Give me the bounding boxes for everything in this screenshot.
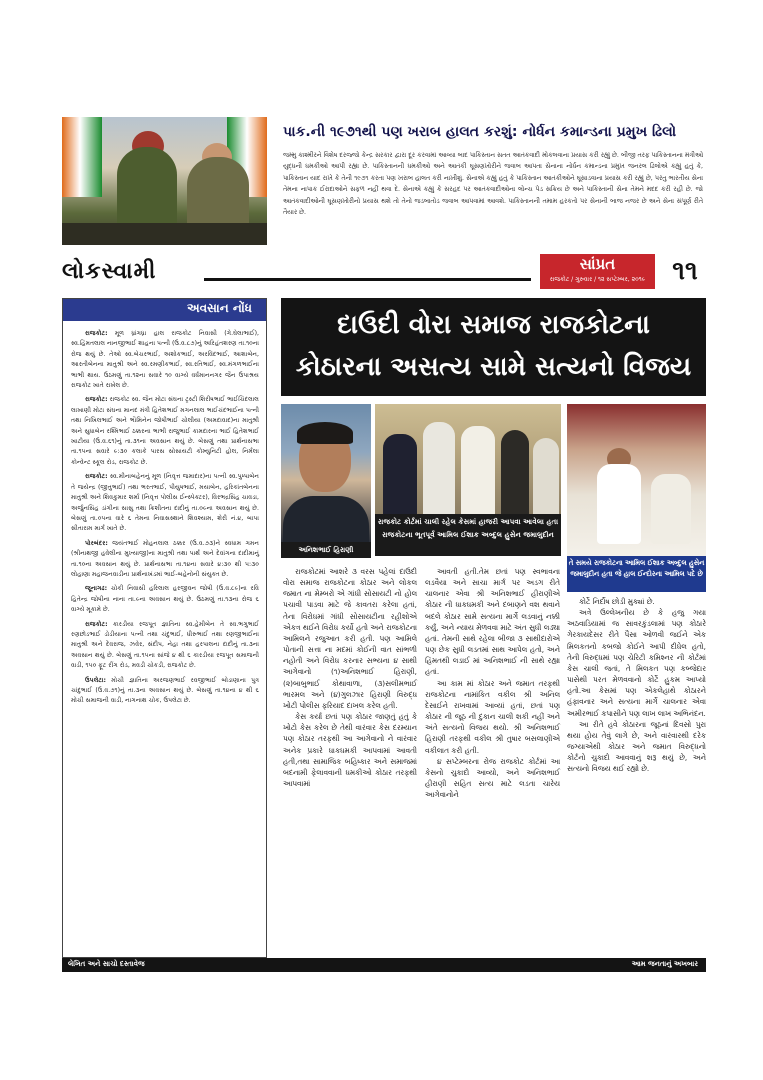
obituary-entries [71,329,259,711]
main-headline-line-1: દાઉદી વોરા સમાજ રાજકોટના [337,310,650,340]
obituary-entry: પોરબંદર: જયંતભાઈ મોહનલાલ ઠક્કર (ઉ.વ.૭૩)ને સ્વધામ ગમન (શ્રીનાથજી હવેલીના મુખ્યાજી)ના માતુશ્રી તથા પાર્થ અને દેવાંગના દાદીમાનું તા.૧૦ના અવસાન થયું છે. પ્રાર્થનાસભા તા.૧૪ના સવારે ૪:૩૦ થી ૫:૩૦ લોહાણા મહાજનવાડીના પ્રાર્થનાખંડમાં ભાઈ-બહેનોની સંયુક્ત છે. [71,539,260,578]
flag-left [62,117,102,197]
obituary-header [63,299,266,321]
gathering-photo-caption: તે સમયે રાજકોટના આમિલ ઈશાક અબ્દુલ હુસેન જમાલુદીન હતા જે હાલ ઈન્દોરના આમિલ પદે છે [567,556,706,592]
obituary-entry: રાજકોટ: રાજકોટ સ્વ. જૈન મોટા સંઘના ટ્રસ્ટી શિરીષભાઈ ભાઈચિંદલાલ લાખાણી મોટા સંઘના માનદ મંત્રી હિતેશભાઈ મગનલાલ ભાઈચંદભાઈના પત્ની તથા નિખિલભાઈ અને ભૌમિનેન જોષીભાઈ ચોલીયા (અમદાવાદ)ના માતુશ્રી અને સુધાબેન રશ્મિભાઈ ઠક્કરના ભાભી રાજુભાઈ કામદારના ભાઈ હિતેશભાઈ ખાટીયા (ઉ.વ.૬૧)નું તા.૩૧ના અવસાન થયું છે. બેસણું તથા પ્રાર્થનાસભા તા.૧૫ના સવારે ૯:૩૦ કલાકે પારસ સોસાયટી કોમ્યુનિટી હોલ, નિર્મલા કોન્વેન્ટ સ્કૂલ રોડ, રાજકોટ છે. [71,396,259,466]
press-table [62,223,267,245]
section-title: સાંપ્રત [579,255,616,273]
obituary-column [62,298,267,958]
masthead [62,254,706,288]
obituary-entry: રાજકોટ: કારડીયા રજપૂત જ્ઞાતિના સ્વ.હેમીબેન તે સ્વ.ભગુભાઈ રણછોડભાઈ ડોડીયાના પત્ની તથા ચંદુભાઈ, ધીરુભાઈ તથા રણજીભાઈના માતુશ્રી અને દેવરાજ, ઝવેર, સંદીપ, નેહા તથા હરપાલના દાદીનું તા.૩ના અવસાન થયું છે. બેસણું તા.૧૫ના સાંજે ૪ થી ૬ કારડીયા રજપૂત સમાજની વાડી, ૧૫૦ ફૂટ રીંગ રોડ, મવડી ચોકડી, રાજકોટ છે. [71,620,259,670]
main-headline-line-2: કોઠારના અસત્ય સામે સત્યનો વિજય [295,352,692,382]
portrait-photo [281,404,371,542]
article-paragraph: આવતી હતી.તેમ છતાં પણ સ્વભાવના લડવૈયા અને સાચા માર્ગ પર અડગ રીતે ચાલનાર એવા શ્રી અનિશભાઈ હીરાણીએ કોઠાર ની ધાકધમકી અને દબાણને વશ થવાને બદલે કોઠાર સામે સત્યના માર્ગે લડવાનું નક્કી કર્યું, અને ન્યાય મેળવવા માટે અંત સુધી લડ્યા હતાં. તેમની સાથે રહેલા બીજા ૩ સાથીદારોએ પણ છેક સુધી લડતમાં સાથ આપેલ હતો, અને હિંમતથી લડાઈ માં અનિશભાઈ ની સાથે રહ્યા હતાં. [425,567,560,677]
obituary-entry: જૂનાગઢ: ચોકી નિવાસી હરિલાલ હરજીવન જોષી (ઉ.વ.૮૯)ના રવિ હિતેન્દ્ર જોષીના નાના તા.૯ના અવસાન થયું છે. ઉઠમણું તા.૧૩ના રોજ ૬ વાગ્યે મૂકામે છે. [71,585,259,614]
newspaper-logo: લોકસ્વામી [62,258,157,284]
footer-right-text: આમ જનતાનું અખબાર [631,960,698,968]
article-column-1 [283,566,417,789]
top-story-photo [62,117,267,245]
portrait-caption: અનિશભાઈ હિરાણી [281,542,371,558]
masthead-rule [204,278,531,281]
main-headline-banner [281,298,706,396]
court-photo-caption: રાજકોટ કોર્ટમાં ચાલી રહેલ કેસમાં હાજરી આપવા આવેલા હતા રાજકોટના ભૂતપૂર્વ આમિલ ઈશાક અબ્દુલ હુસેન જમાલુદીન [375,514,561,556]
article-paragraph: આ રીતે હવે કોઠારના જૂઠનાં દિવસો પુરા થયા હોય તેવું લાગે છે, અને વારંવારથી દરેક જગ્યાએથી કોઠાર અને જમાત વિરુદ્ધનો કોર્ટનો ચુકાદો આવવાનું શરૂ થયું છે, અને સત્યનો વિજય થઈ રહ્યો છે. [567,719,706,774]
footer-bar [62,958,706,972]
obituary-entry: રાજકોટ: સ્વ.મીનાબહેનનું મૂળ (નિવૃત્ત જમાદાર)ના પત્ની સ્વ.પુષ્પાબેન તે જયેન્દ્ર (જીતુભાઈ) તથા ભરતભાઈ, પીયુષભાઈ, મયાબેન, હરિકાંતબેનના માતુશ્રી અને શિવકુમાર શર્મા (નિવૃત્ત પોલીસ ઈન્સ્પેક્ટર), વિરભદ્રસિંહ ચાવડા, અર્જુનસિંહ ડાંગીના સાસુ તથા ક્રિશીતના દાદીનું તા.૦૯ના અવસાન થયું છે. બેસણું તા.૦૫ના વારે ૬ તેમના નિવાસસ્થાને શિવશ્યામ, શેરી નં.૪, બાપા સીતારામ માર્ગ ખાતે છે. [71,473,259,533]
section-box [540,254,655,289]
obituary-entry: રાજકોટ: મૂળ ધ્રાંગધ્રા હાલ રાજકોટ નિવાસી (ગે.ઘેલાભાઈ), સ્વ.હિંમતલાલ નાનજીભાઈ શાહના પત્ની (ઉ.વ.૮૭)નું અરિહંતશરણ તા.૧૦ના રોજ થયું છે. તેઓ સ્વ.બેચરભાઈ, અશોકભાઈ, અરવિંદભાઈ, આશાબેન, આરતીબેનના માતુશ્રી અને સ્વ.રમણીકભાઈ, સ્વ.રતિભાઈ, સ્વ.મંગળભાઈના ભાભી થાય. ઉઠમણું તા.૧૨ના સવારે ૧૦ વાગ્યે વર્ધમાનનગર જૈન ઉપાશ્રય રાજકોટ ખાતે રાખેલ છે. [71,330,259,390]
dateline: રાજકોટ / ગુરુવાર / ૧૨ સપ્ટેમ્બર, ૨૦૧૯ [549,276,646,283]
obituary-title: અવસાન નોંધ [186,301,252,315]
court-group-photo [375,404,561,514]
article-paragraph: રાજકોટમાં આશરે ૩ વરસ પહેલાં દાઉદી વોરા સમાજ રાજકોટના કોઠાર અને લોકલ જમાત ના મેમ્બરો એ ગાંધી સોસાયટી નો હોલ પચાવી પાડવા માટે જે કાવતરા કરેલા હતાં, તેના વિરોધમાં ગાંધી સોસાયટીના રહીશોએ એકત્ર થઈને વિરોધ કર્યો હતો અને રાજકોટના આમિલને રજુઆત કરી હતી. પણ આમિલે પોતાની સત્તા ના મદમાં કોઈની વાત સાંભળી નહોતી અને વિરોધ કરનાર સભ્યના ૪ સાથી આગેવાનો (૧)અનિશભાઈ હિરાણી, (૨)બાબુભાઈ કોથાવાળા, (૩)સલીમભાઈ ભારમલ અને (૪)ગુલઝાર હિરાણી વિરુદ્ધ ખોટી પોલીસ ફરિયાદ દાખલ કરેલ હતી. [283,567,417,710]
article-paragraph: આ કામ માં કોઠાર અને જમાત તરફથી રાજકોટના નામાંકિત વકીલ શ્રી અનિલ દેસાઈને રાખવામાં આવ્યાં હતાં, છતાં પણ કોઠાર ની જૂઠ ની દુકાન ચાલી શકી નહીં અને અંતે સત્યનો વિજય થયો. શ્રી અનિશભાઈ હિરાણી તરફથી વકીલ શ્રી તુષાર બસલાણીએ વકીલાત કરી હતી. [425,678,560,755]
article-paragraph: અત્રે ઉલ્લેખનીય છે કે હજુ ગયા અઠવાડિયામાં જ સાવરકુંડલામાં પણ કોઠારે ગેરકાયદેસર રીતે પૈસા ઓળવી જઈને એક મિલકતનો કબજો કોઈને આપી દીધેલ હતો, તેની વિરુદ્ધમાં પણ ચેરિટી કમિશ્નર ની કોર્ટમાં કેસ ચાલી જતાં, તે મિલકત પણ કબ્જેદાર પાસેથી પરત મેળવવાનો કોર્ટે હુકમ આપ્યો હતો.આ કેસમાં પણ એકલેહાથે કોઠારને હંફાવનાર અને સત્યના માર્ગે ચાલનાર એવા અમીરભાઈ કપાસીને પણ લાખ લાખ અભિનંદન. [567,608,706,718]
obituary-entry: ઉપલેટા: મોચી જ્ઞાતિના અરજણભાઈ રવજીભાઈ બોડાણાના પુત્ર ચાંદુભાઈ (ઉ.વ.૭૧)નું તા.૩ના અવસાન થયું છે. બેસણું તા.૧૪ના ૪ થી ૬ મોચી સમાજની વાડી, નાગનાથ ચોક, ઉપલેટા છે. [71,676,259,705]
article-paragraph: કેસ કર્યા છતાં પણ કોઠાર જાણતું હતું કે ખોટો કેસ કરેલ છે તેથી વારંવાર કેસ દરમ્યાન પણ કોઠાર તરફથી આ આગેવાનો ને વારંવાર અનેક પ્રકારે ધાકધમકી આપવામાં આવતી હતી,તથા સામાજિક બહિષ્કાર અને સમાજમાં બદનામી ફેલાવવાની ધમકીઓ કોઠાર તરફથી આપવામાં [283,712,417,788]
footer-left-text: લેખિત અને સાચો દસ્તાવેજ [68,960,145,968]
article-column-2 [425,566,560,800]
page-number: ૧૧ [672,256,698,286]
top-story-body: જમ્મુ કાશ્મીરને વિશેષ દરજ્જો કેન્દ્ર સરકાર દ્વારા દૂર કરવામાં આવ્યા બાદ પાકિસ્તાન સતત આતંકવાદી મોકલવાના પ્રયાસ કરી રહ્યું છે. બીજી તરફ પાકિસ્તાનના મંત્રીઓ યુદ્ધની ધમકીઓ આપી રહ્યા છે. પાકિસ્તાનની ધમકીઓ અને આતંકી ઘૂસણખોરીને જવાબ આપતા સેનાના નોર્ધન કમાન્ડના પ્રમુખ જનરલ ઢિલોએ કહ્યું હતું કે, પાકિસ્તાન યાદ રાખે કે તેની ૧૯૭૧ કરતા પણ ખરાબ હાલત કરી નાખીશું. સેનાએ કહ્યું હતું કે પાકિસ્તાન આતંકીઓને ઘૂસાડવાના પ્રયાસ કરી રહ્યું છે, પરંતુ ભારતીય સેના તેમના નાપાક ઈરાદાઓને સફળ નહીં થવા દે. સેનાએ કહ્યું કે સરહદ પર આતંકવાદીઓના લોન્ચ પેડ સક્રિય છે અને પાકિસ્તાની સેના તેમને મદદ કરી રહી છે. જો આતંકવાદીઓની ઘૂસણખોરીનો પ્રયાસ થશે તો તેનો જડબાતોડ જવાબ આપવામાં આવશે. પાકિસ્તાનની તમામ હરકતો પર સેનાની બાજ નજર છે અને સેના સંપૂર્ણ રીતે તૈયાર છે. [283,152,703,217]
article-paragraph: ૪ સપ્ટેમ્બરના રોજ રાજકોટ કોર્ટમાં આ કેસનો ચુકાદો આવ્યો, અને અનિશભાઈ હીરાણી સહિત સત્ય માટે લડતા ચારેય આગેવાનોને [425,756,560,800]
article-paragraph: કોર્ટે નિર્દોષ છોડી મુક્યાં છે. [579,597,655,606]
article-column-3 [567,596,706,775]
top-story-headline: પાક.ની ૧૯૭૧થી પણ ખરાબ હાલત કરશું: નોર્ધન કમાન્ડના પ્રમુખ ઢિલો [283,124,677,140]
gathering-photo [567,404,706,556]
